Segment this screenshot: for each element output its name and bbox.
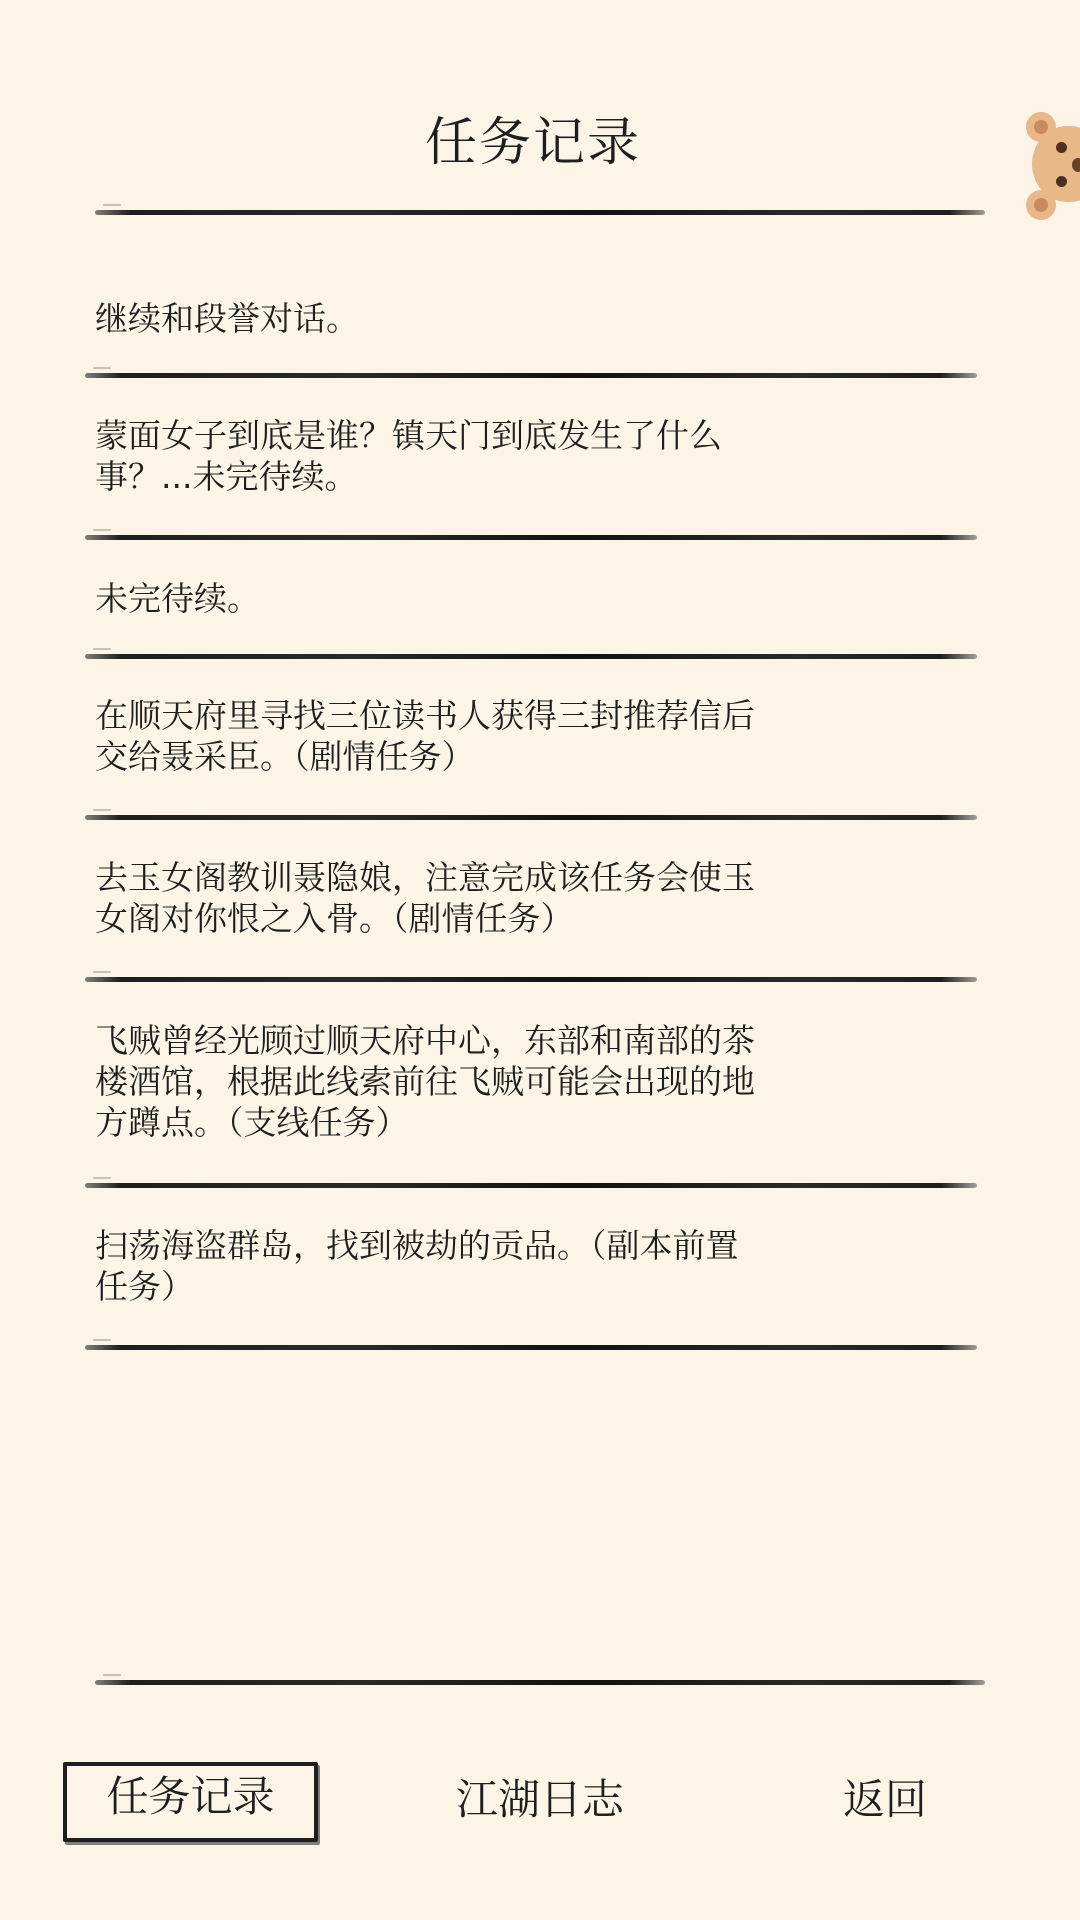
quest-divider [85, 1345, 977, 1350]
title-divider [95, 210, 985, 215]
bear-face-icon[interactable] [1026, 112, 1080, 220]
quest-divider [85, 535, 977, 540]
quest-item[interactable]: 扫荡海盗群岛，找到被劫的贡品。（副本前置 任务） [95, 1226, 739, 1306]
bear-eye [1056, 142, 1067, 153]
back-button[interactable]: 返回 [842, 1775, 927, 1824]
bottom-divider [95, 1680, 985, 1685]
quest-divider [85, 1183, 977, 1188]
quest-divider [85, 977, 977, 982]
quest-divider [85, 373, 977, 378]
tab-quest-log[interactable]: 任务记录 [63, 1762, 318, 1842]
quest-item[interactable]: 继续和段誉对话。 [95, 299, 359, 338]
quest-item[interactable]: 在顺天府里寻找三位读书人获得三封推荐信后 交给聂采臣。（剧情任务） [95, 696, 755, 776]
quest-item[interactable]: 未完待续。 [95, 579, 260, 618]
tab-jianghu-journal[interactable]: 江湖日志 [455, 1775, 624, 1824]
quest-divider [85, 815, 977, 820]
quest-item[interactable]: 去玉女阁教训聂隐娘，注意完成该任务会使玉 女阁对你恨之入骨。（剧情任务） [95, 858, 755, 938]
bear-nose [1072, 158, 1080, 172]
quest-item[interactable]: 飞贼曾经光顾过顺天府中心，东部和南部的茶 楼酒馆，根据此线索前往飞贼可能会出现的地 方蹲点。（支线任务） [95, 1021, 755, 1142]
page-title: 任务记录 [424, 113, 641, 173]
quest-divider [85, 654, 977, 659]
quest-item[interactable]: 蒙面女子到底是谁？镇天门到底发生了什么 事？...未完待续。 [95, 416, 722, 496]
bear-eye [1056, 176, 1067, 187]
